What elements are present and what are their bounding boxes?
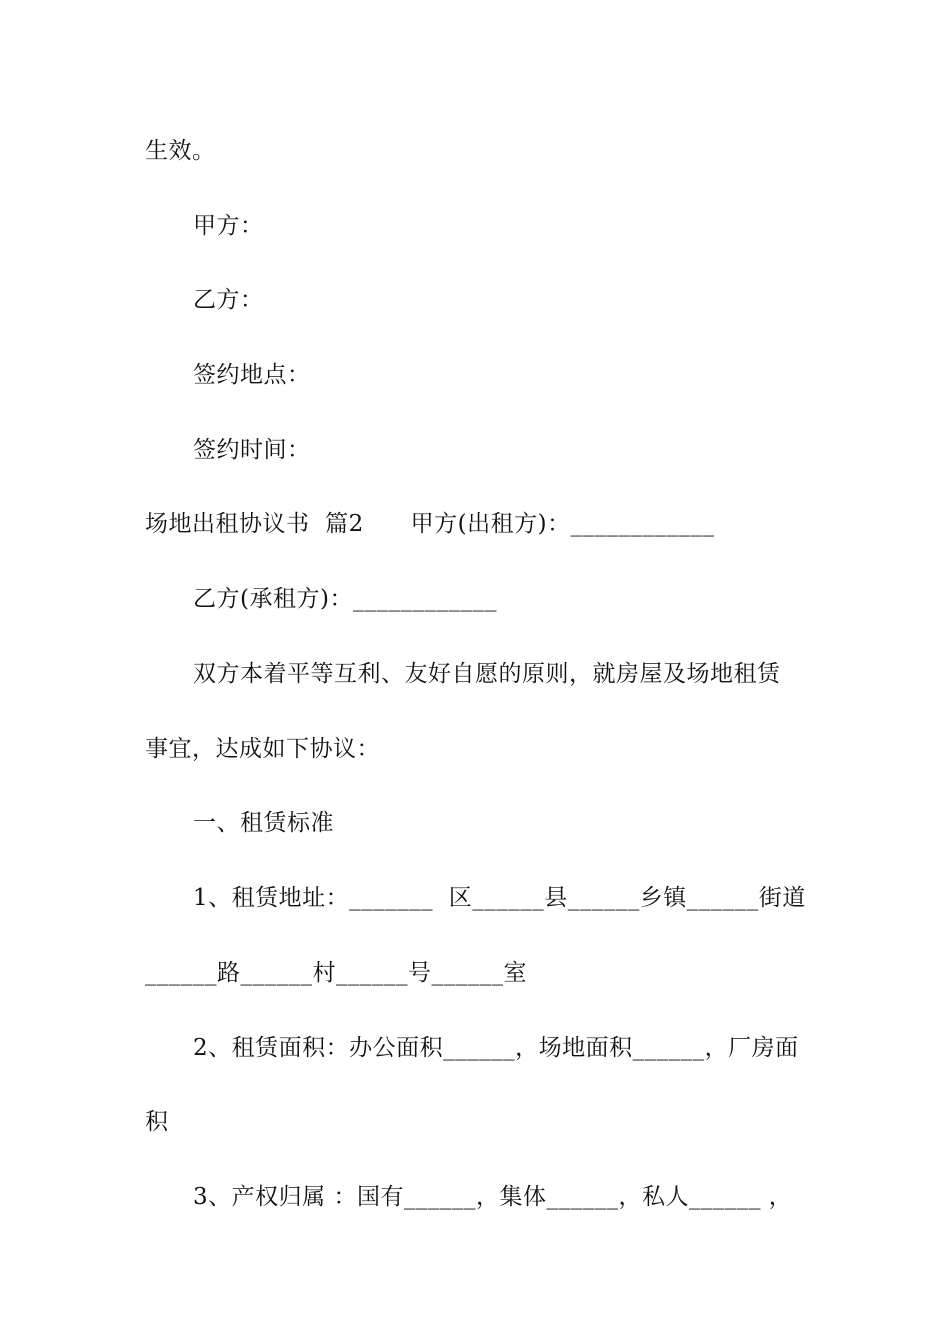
- ownership-line: 3、产权归属 ：国有______，集体______，私人______ ，: [193, 1184, 793, 1210]
- preamble-line-2: 事宜，达成如下协议：: [145, 736, 380, 762]
- party-a-label: 甲方：: [193, 213, 264, 239]
- agreement-title-line: 场地出租协议书 篇2 甲方(出租方)：____________: [145, 511, 715, 537]
- signing-place-label: 签约地点：: [193, 362, 311, 388]
- party-b-label: 乙方：: [193, 287, 264, 313]
- lessee-line: 乙方(承租方)：____________: [193, 586, 497, 612]
- signing-time-label: 签约时间：: [193, 437, 311, 463]
- rental-area-line-1: 2、租赁面积：办公面积______，场地面积______，厂房面: [193, 1035, 799, 1061]
- rental-area-line-2: 积: [145, 1109, 169, 1135]
- rental-address-line-1: 1、租赁地址：_______ 区______县______乡镇______街道: [193, 885, 806, 911]
- section-heading: 一、租赁标准: [193, 810, 334, 836]
- preamble-line-1: 双方本着平等互利、友好自愿的原则，就房屋及场地租赁: [193, 661, 781, 687]
- rental-address-line-2: ______路______村______号______室: [145, 960, 527, 986]
- text-line-effect: 生效。: [145, 138, 216, 164]
